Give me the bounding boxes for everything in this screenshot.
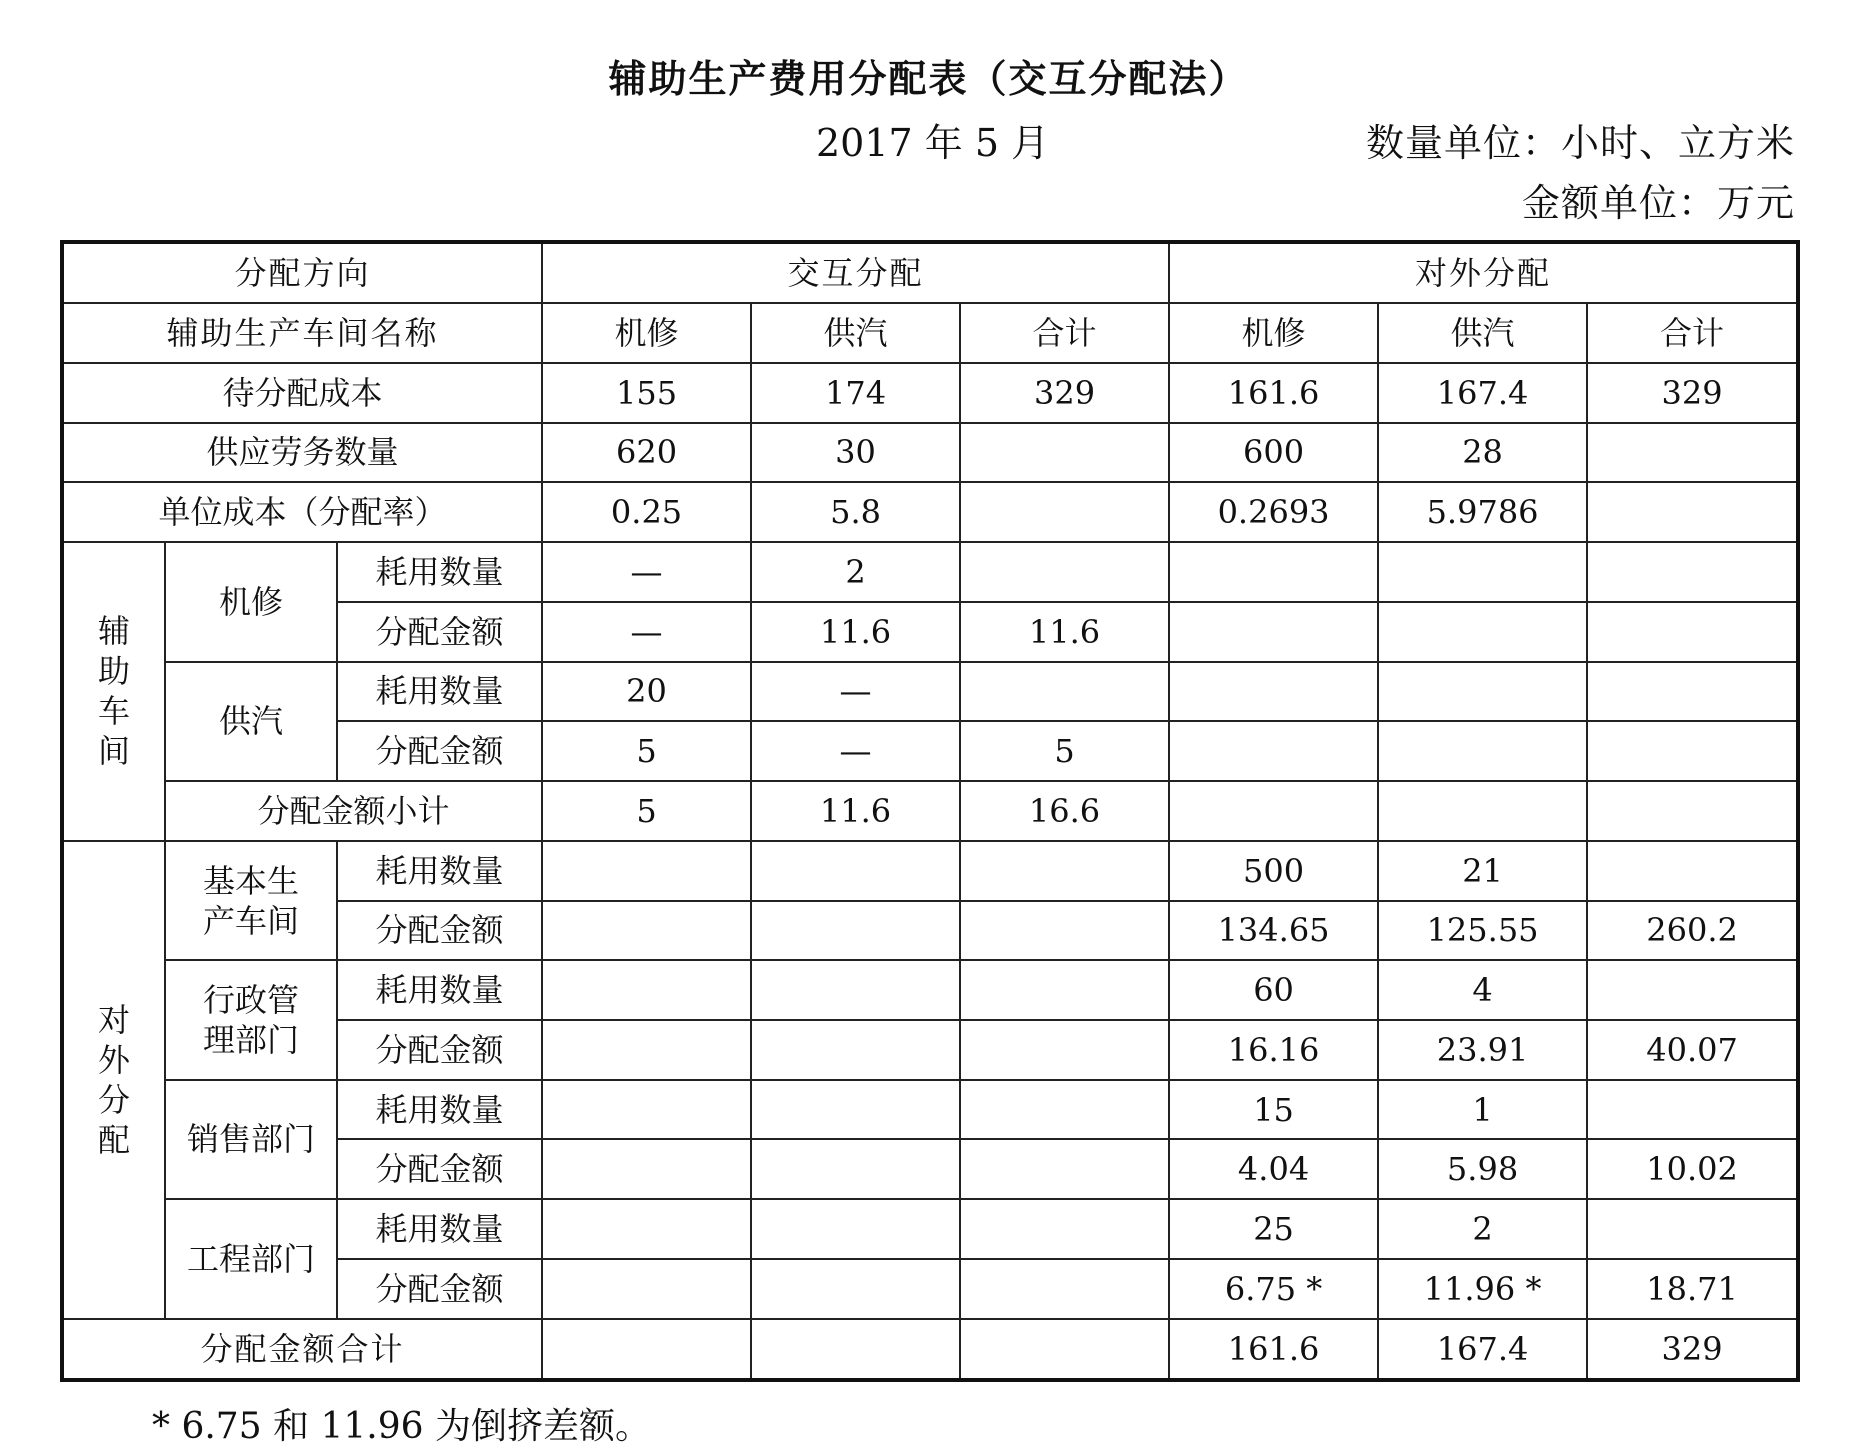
dept-label-admin: 行政管 理部门	[165, 960, 337, 1079]
cell	[960, 1080, 1169, 1140]
cell: 134.65	[1169, 901, 1378, 961]
item-label: 耗用数量	[337, 542, 542, 602]
cell: 16.6	[960, 781, 1169, 841]
cell	[960, 482, 1169, 542]
cell: 329	[1587, 1319, 1798, 1380]
table-row	[62, 542, 1798, 602]
cell	[1169, 662, 1378, 722]
cell	[1587, 1080, 1798, 1140]
cell	[751, 960, 960, 1020]
cell: 5.98	[1378, 1139, 1587, 1199]
item-label: 分配金额	[337, 721, 542, 781]
footnote: * 6.75 和 11.96 为倒挤差额。	[152, 1406, 651, 1447]
cell: 167.4	[1378, 1319, 1587, 1380]
cell	[1587, 482, 1798, 542]
cell	[1169, 721, 1378, 781]
header-external: 对外分配	[1169, 242, 1798, 303]
table-row	[62, 662, 1798, 722]
cell: 25	[1169, 1199, 1378, 1259]
cell	[751, 1080, 960, 1140]
cell	[1169, 542, 1378, 602]
cell: 0.2693	[1169, 482, 1378, 542]
cell	[542, 1199, 751, 1259]
cell	[542, 960, 751, 1020]
cell: 10.02	[1587, 1139, 1798, 1199]
cell: 16.16	[1169, 1020, 1378, 1080]
cell: 11.6	[751, 781, 960, 841]
cell	[751, 1139, 960, 1199]
cell	[1378, 781, 1587, 841]
cell: 11.6	[751, 602, 960, 662]
cell: 40.07	[1587, 1020, 1798, 1080]
item-label: 分配金额	[337, 602, 542, 662]
cell	[751, 841, 960, 901]
cell: 260.2	[1587, 901, 1798, 961]
cell	[1587, 602, 1798, 662]
table-row	[62, 423, 1798, 483]
cell: —	[751, 721, 960, 781]
cell	[1378, 721, 1587, 781]
cell: 2	[1378, 1199, 1587, 1259]
cell: 5	[542, 781, 751, 841]
cell: —	[542, 602, 751, 662]
cell: 500	[1169, 841, 1378, 901]
cell: 620	[542, 423, 751, 483]
group-label-external: 对外分配	[62, 841, 165, 1319]
item-label: 耗用数量	[337, 1080, 542, 1140]
cell: 5.9786	[1378, 482, 1587, 542]
col-header: 合计	[1587, 303, 1798, 363]
row-label-cost: 待分配成本	[62, 363, 542, 423]
cell	[1587, 781, 1798, 841]
cell	[960, 1259, 1169, 1319]
cell	[542, 1259, 751, 1319]
workshop-label-repair: 机修	[165, 542, 337, 661]
col-header: 供汽	[751, 303, 960, 363]
item-label: 分配金额	[337, 901, 542, 961]
cell	[960, 901, 1169, 961]
cell	[960, 1139, 1169, 1199]
cell	[960, 841, 1169, 901]
cell	[960, 1319, 1169, 1380]
item-label: 耗用数量	[337, 1199, 542, 1259]
cell: 20	[542, 662, 751, 722]
cell	[1378, 602, 1587, 662]
cell: —	[542, 542, 751, 602]
cell: 161.6	[1169, 363, 1378, 423]
header-row-direction	[62, 242, 1798, 303]
report-date: 2017 年 5 月	[816, 121, 1050, 165]
cell: 6.75 *	[1169, 1259, 1378, 1319]
item-label: 耗用数量	[337, 841, 542, 901]
item-label: 分配金额	[337, 1020, 542, 1080]
workshop-label-steam: 供汽	[165, 662, 337, 781]
cell	[542, 1319, 751, 1380]
cell: 600	[1169, 423, 1378, 483]
cell: 329	[1587, 363, 1798, 423]
row-label-total: 分配金额合计	[62, 1319, 542, 1380]
table-row	[62, 841, 1798, 901]
header-workshop-name: 辅助生产车间名称	[62, 303, 542, 363]
cell: 5.8	[751, 482, 960, 542]
cell	[751, 1259, 960, 1319]
table-row	[62, 363, 1798, 423]
cell: 1	[1378, 1080, 1587, 1140]
table-row-total	[62, 1319, 1798, 1380]
cell	[542, 1020, 751, 1080]
header-direction: 分配方向	[62, 242, 542, 303]
allocation-table	[60, 240, 1800, 1382]
cell	[1378, 542, 1587, 602]
row-label-subtotal: 分配金额小计	[165, 781, 542, 841]
cell	[542, 1139, 751, 1199]
cell: 15	[1169, 1080, 1378, 1140]
cell	[751, 901, 960, 961]
cell: 174	[751, 363, 960, 423]
table-row	[62, 781, 1798, 841]
dept-label-basic: 基本生 产车间	[165, 841, 337, 960]
row-label-quantity: 供应劳务数量	[62, 423, 542, 483]
dept-label-sales: 销售部门	[165, 1080, 337, 1199]
cell: 4.04	[1169, 1139, 1378, 1199]
row-label-unit-cost: 单位成本（分配率）	[62, 482, 542, 542]
cell	[751, 1020, 960, 1080]
cell: 329	[960, 363, 1169, 423]
cell: 125.55	[1378, 901, 1587, 961]
cell: 5	[542, 721, 751, 781]
item-label: 分配金额	[337, 1139, 542, 1199]
cell: 5	[960, 721, 1169, 781]
col-header: 机修	[542, 303, 751, 363]
cell	[960, 423, 1169, 483]
cell	[1587, 662, 1798, 722]
cell: 21	[1378, 841, 1587, 901]
amount-unit-note: 金额单位：万元	[1521, 181, 1795, 225]
cell: 28	[1378, 423, 1587, 483]
cell	[542, 901, 751, 961]
table-title: 辅助生产费用分配表（交互分配法）	[608, 57, 1249, 101]
table-row	[62, 482, 1798, 542]
cell	[1169, 602, 1378, 662]
table-row	[62, 960, 1798, 1020]
cell	[960, 662, 1169, 722]
col-header: 合计	[960, 303, 1169, 363]
cell: 18.71	[1587, 1259, 1798, 1319]
header-row-columns	[62, 303, 1798, 363]
cell	[1587, 960, 1798, 1020]
cell	[1587, 1199, 1798, 1259]
cell: 11.96 *	[1378, 1259, 1587, 1319]
item-label: 耗用数量	[337, 662, 542, 722]
cell: 167.4	[1378, 363, 1587, 423]
group-label-aux: 辅助车间	[62, 542, 165, 841]
cell	[1378, 662, 1587, 722]
table-row	[62, 1199, 1798, 1259]
cell	[1587, 841, 1798, 901]
cell: 23.91	[1378, 1020, 1587, 1080]
cell	[960, 960, 1169, 1020]
quantity-unit-note: 数量单位：小时、立方米	[1365, 121, 1795, 165]
col-header: 机修	[1169, 303, 1378, 363]
item-label: 耗用数量	[337, 960, 542, 1020]
item-label: 分配金额	[337, 1259, 542, 1319]
cell: 4	[1378, 960, 1587, 1020]
cell	[1587, 423, 1798, 483]
cell	[1169, 781, 1378, 841]
cell: 60	[1169, 960, 1378, 1020]
table-row	[62, 1080, 1798, 1140]
cell: 0.25	[542, 482, 751, 542]
cell: 30	[751, 423, 960, 483]
cell	[1587, 542, 1798, 602]
cell: 11.6	[960, 602, 1169, 662]
cell	[960, 1199, 1169, 1259]
cell	[542, 1080, 751, 1140]
cell	[1587, 721, 1798, 781]
cell: 2	[751, 542, 960, 602]
col-header: 供汽	[1378, 303, 1587, 363]
cell	[960, 542, 1169, 602]
cell	[542, 841, 751, 901]
cell	[751, 1319, 960, 1380]
cell: —	[751, 662, 960, 722]
cell	[751, 1199, 960, 1259]
cell	[960, 1020, 1169, 1080]
header-mutual: 交互分配	[542, 242, 1169, 303]
cell: 155	[542, 363, 751, 423]
cell: 161.6	[1169, 1319, 1378, 1380]
dept-label-engineering: 工程部门	[165, 1199, 337, 1318]
